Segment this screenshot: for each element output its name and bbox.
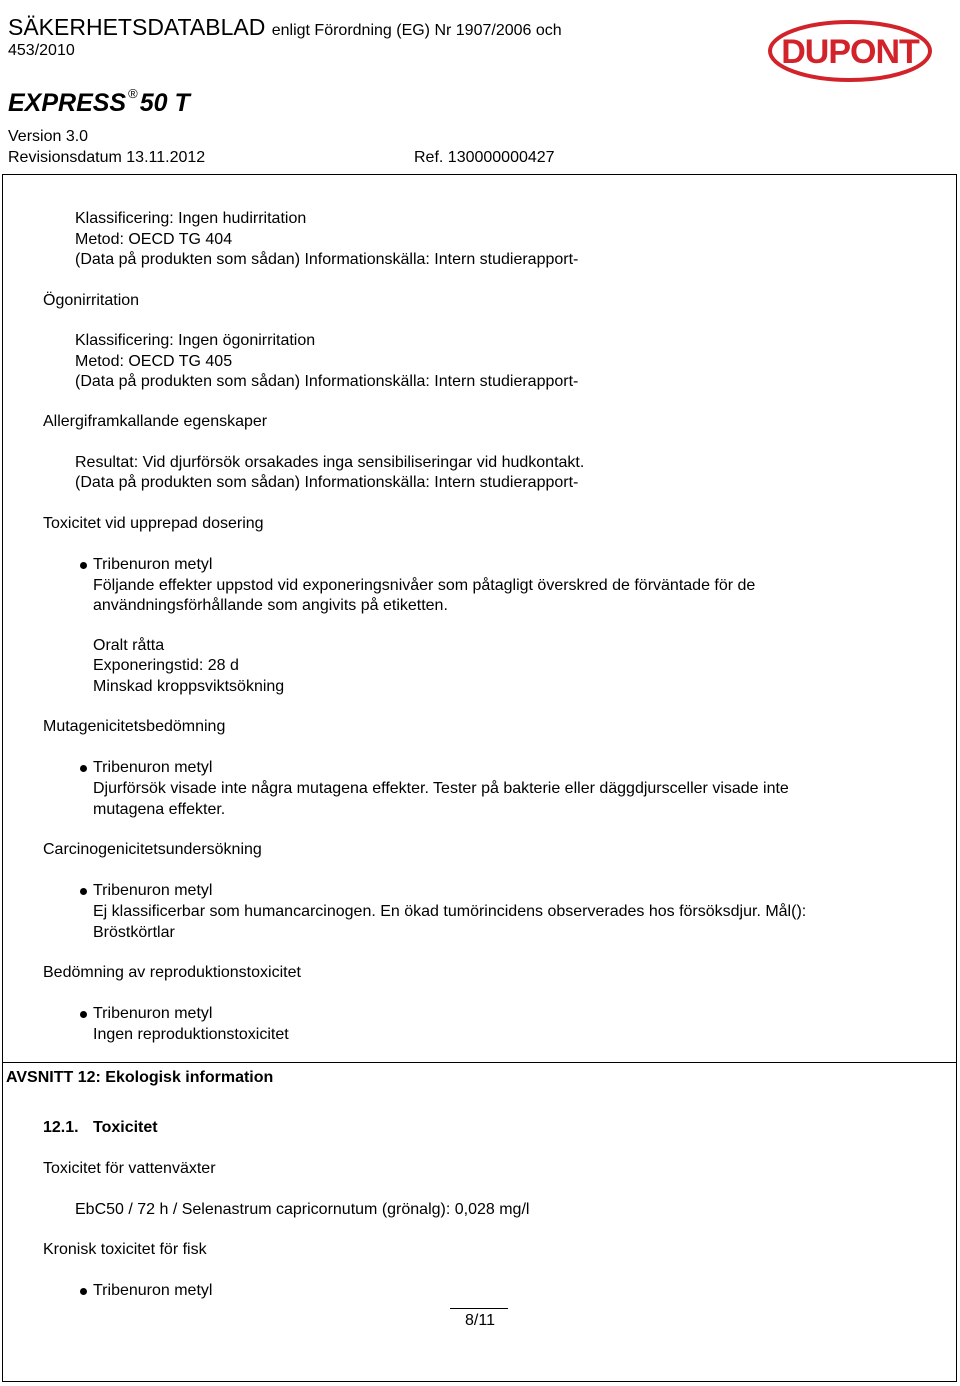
- section-divider: [2, 1062, 957, 1063]
- eye-source: (Data på produkten som sådan) Informationskälla: Intern studierapport-: [75, 373, 579, 390]
- carcinogenicity-heading: Carcinogenicitetsundersökning: [43, 841, 262, 858]
- revision-date: Revisionsdatum 13.11.2012: [8, 149, 206, 166]
- reproductive-substance: Tribenuron metyl: [93, 1005, 213, 1022]
- reproductive-heading: Bedömning av reproduktionstoxicitet: [43, 964, 301, 981]
- dupont-logo: [768, 20, 932, 82]
- reference-number: Ref. 130000000427: [414, 149, 555, 166]
- document-title-regulation: enligt Förordning (EG) Nr 1907/2006 och: [271, 22, 562, 39]
- product-name: [8, 85, 190, 118]
- aquatic-plants-value: EbC50 / 72 h / Selenastrum capricornutum (grönalg): 0,028 mg/l: [75, 1201, 530, 1218]
- repeated-dose-exposure: Exponeringstid: 28 d: [93, 657, 239, 674]
- subsection-12-1-number: 12.1.: [43, 1119, 79, 1136]
- skin-source: (Data på produkten som sådan) Informationskälla: Intern studierapport-: [75, 251, 579, 268]
- eye-classification: Klassificering: Ingen ögonirritation: [75, 332, 316, 349]
- reproductive-text: Ingen reproduktionstoxicitet: [93, 1026, 289, 1043]
- bullet-icon: [80, 562, 87, 569]
- aquatic-plants-heading: Toxicitet för vattenväxter: [43, 1160, 216, 1177]
- document-title-regulation-cont: 453/2010: [8, 42, 75, 59]
- mutagenicity-substance: Tribenuron metyl: [93, 759, 213, 776]
- eye-irritation-heading: Ögonirritation: [43, 292, 140, 309]
- allergy-heading: Allergiframkallande egenskaper: [43, 413, 268, 430]
- mutagenicity-heading: Mutagenicitetsbedömning: [43, 718, 226, 735]
- skin-classification: Klassificering: Ingen hudirritation: [75, 210, 307, 227]
- section-12-title: AVSNITT 12: Ekologisk information: [6, 1069, 274, 1086]
- repeated-dose-substance: Tribenuron metyl: [93, 556, 213, 573]
- skin-method: Metod: OECD TG 404: [75, 231, 233, 248]
- chronic-fish-substance: Tribenuron metyl: [93, 1282, 213, 1299]
- document-title-main: SÄKERHETSDATABLAD: [8, 14, 266, 40]
- repeated-dose-effect: Minskad kroppsviktsökning: [93, 678, 285, 695]
- bullet-icon: [80, 1011, 87, 1018]
- product-name-suffix: 50 T: [139, 89, 190, 117]
- mutagenicity-text-2: mutagena effekter.: [93, 801, 226, 818]
- chronic-fish-heading: Kronisk toxicitet för fisk: [43, 1241, 207, 1258]
- registered-mark: ®: [128, 85, 138, 101]
- bullet-icon: [80, 888, 87, 895]
- subsection-12-1-title: Toxicitet: [93, 1119, 158, 1136]
- carcinogenicity-text-1: Ej klassificerbar som humancarcinogen. En ökad tumörincidens observerades hos försöksdjur. Mål():: [93, 903, 807, 920]
- carcinogenicity-substance: Tribenuron metyl: [93, 882, 213, 899]
- document-title: [8, 14, 562, 41]
- allergy-source: (Data på produkten som sådan) Informationskälla: Intern studierapport-: [75, 474, 579, 491]
- repeated-dose-text-1: Följande effekter uppstod vid exponeringsnivåer som påtagligt överskred de förväntade för de: [93, 577, 756, 594]
- product-name-main: EXPRESS: [8, 89, 127, 117]
- repeated-dose-heading: Toxicitet vid upprepad dosering: [43, 515, 264, 532]
- mutagenicity-text-1: Djurförsök visade inte några mutagena effekter. Tester på bakterie eller däggdjursceller visade inte: [93, 780, 789, 797]
- carcinogenicity-text-2: Bröstkörtlar: [93, 924, 175, 941]
- repeated-dose-route: Oralt råtta: [93, 637, 165, 654]
- bullet-icon: [80, 1288, 87, 1295]
- logo-text: DUPONT: [781, 33, 919, 71]
- repeated-dose-text-2: användningsförhållande som angivits på etiketten.: [93, 597, 448, 614]
- allergy-result: Resultat: Vid djurförsök orsakades inga sensibiliseringar vid hudkontakt.: [75, 454, 585, 471]
- footer-rule: [450, 1308, 508, 1309]
- bullet-icon: [80, 765, 87, 772]
- page-number: 8/11: [465, 1312, 495, 1329]
- version-label: Version 3.0: [8, 128, 89, 145]
- eye-method: Metod: OECD TG 405: [75, 353, 233, 370]
